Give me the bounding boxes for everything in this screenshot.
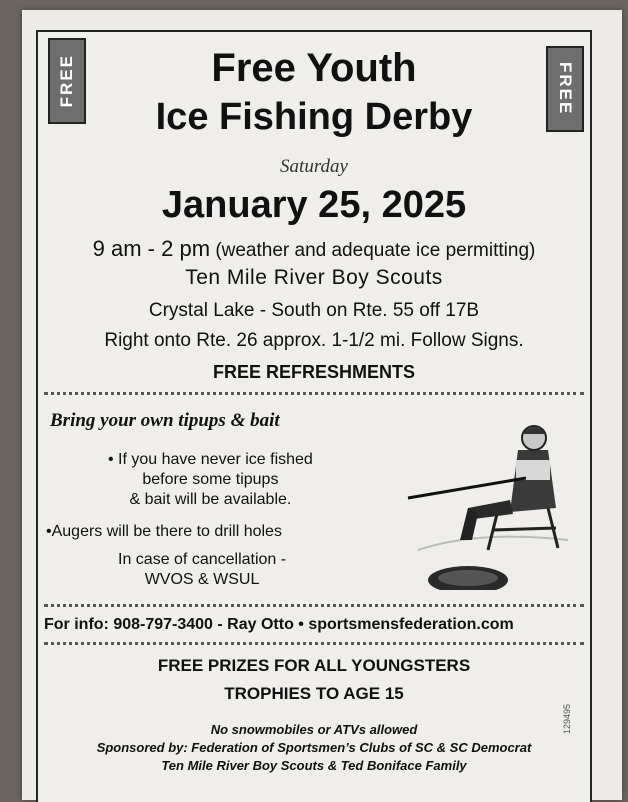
sponsor-line-1: Sponsored by: Federation of Sportsmen’s Clubs of SC & SC Democrat bbox=[96, 740, 532, 755]
contact-info: For info: 908-797-3400 - Ray Otto • sportsmensfederation.com bbox=[44, 616, 514, 633]
event-time-row bbox=[38, 236, 590, 262]
location-line-1: Crystal Lake - South on Rte. 55 off 17B bbox=[148, 300, 480, 321]
dotted-divider-2 bbox=[44, 604, 584, 607]
bullet-augers: •Augers will be there to drill holes bbox=[46, 523, 282, 540]
ice-surface bbox=[418, 537, 568, 550]
prizes-line: FREE PRIZES FOR ALL YOUNGSTERS bbox=[157, 656, 471, 675]
flyer bbox=[36, 30, 592, 802]
bullet-first-time-line-1: • If you have never ice fished bbox=[108, 451, 313, 468]
fishing-rod bbox=[408, 478, 526, 498]
event-time: 9 am - 2 pm bbox=[92, 236, 211, 261]
free-badge-left-label: FREE bbox=[57, 54, 76, 108]
bullet-first-time bbox=[108, 450, 313, 510]
bullet-first-time-line-3: & bait will be available. bbox=[129, 491, 292, 508]
trophies-line: TROPHIES TO AGE 15 bbox=[224, 684, 404, 703]
refreshments: FREE REFRESHMENTS bbox=[212, 362, 416, 382]
free-badge-right-label: FREE bbox=[556, 62, 575, 116]
ice-hole-water bbox=[438, 570, 498, 586]
bullet-first-time-line-2: before some tipups bbox=[142, 471, 279, 488]
fisherman-figure bbox=[460, 426, 556, 540]
event-date: January 25, 2025 bbox=[161, 184, 467, 226]
title-line-2: Ice Fishing Derby bbox=[155, 96, 473, 138]
print-code: 129495 bbox=[562, 704, 572, 735]
bring-heading: Bring your own tipups & bait bbox=[50, 410, 280, 431]
dotted-divider-3 bbox=[44, 642, 584, 645]
organization: Ten Mile River Boy Scouts bbox=[185, 266, 443, 289]
no-vehicles-notice: No snowmobiles or ATVs allowed bbox=[210, 722, 418, 737]
event-day: Saturday bbox=[280, 156, 348, 177]
title-line-1: Free Youth bbox=[211, 46, 417, 90]
ice-fisherman-illustration bbox=[398, 390, 578, 590]
location-line-2: Right onto Rte. 26 approx. 1-1/2 mi. Follow Signs. bbox=[104, 330, 524, 351]
sponsor-line-2: Ten Mile River Boy Scouts & Ted Boniface Family bbox=[161, 758, 467, 773]
cancellation-line-1: In case of cancellation - bbox=[118, 551, 287, 568]
cancellation-info bbox=[118, 550, 286, 590]
event-time-note: (weather and adequate ice permitting) bbox=[215, 240, 536, 261]
cancellation-line-2: WVOS & WSUL bbox=[144, 571, 260, 588]
